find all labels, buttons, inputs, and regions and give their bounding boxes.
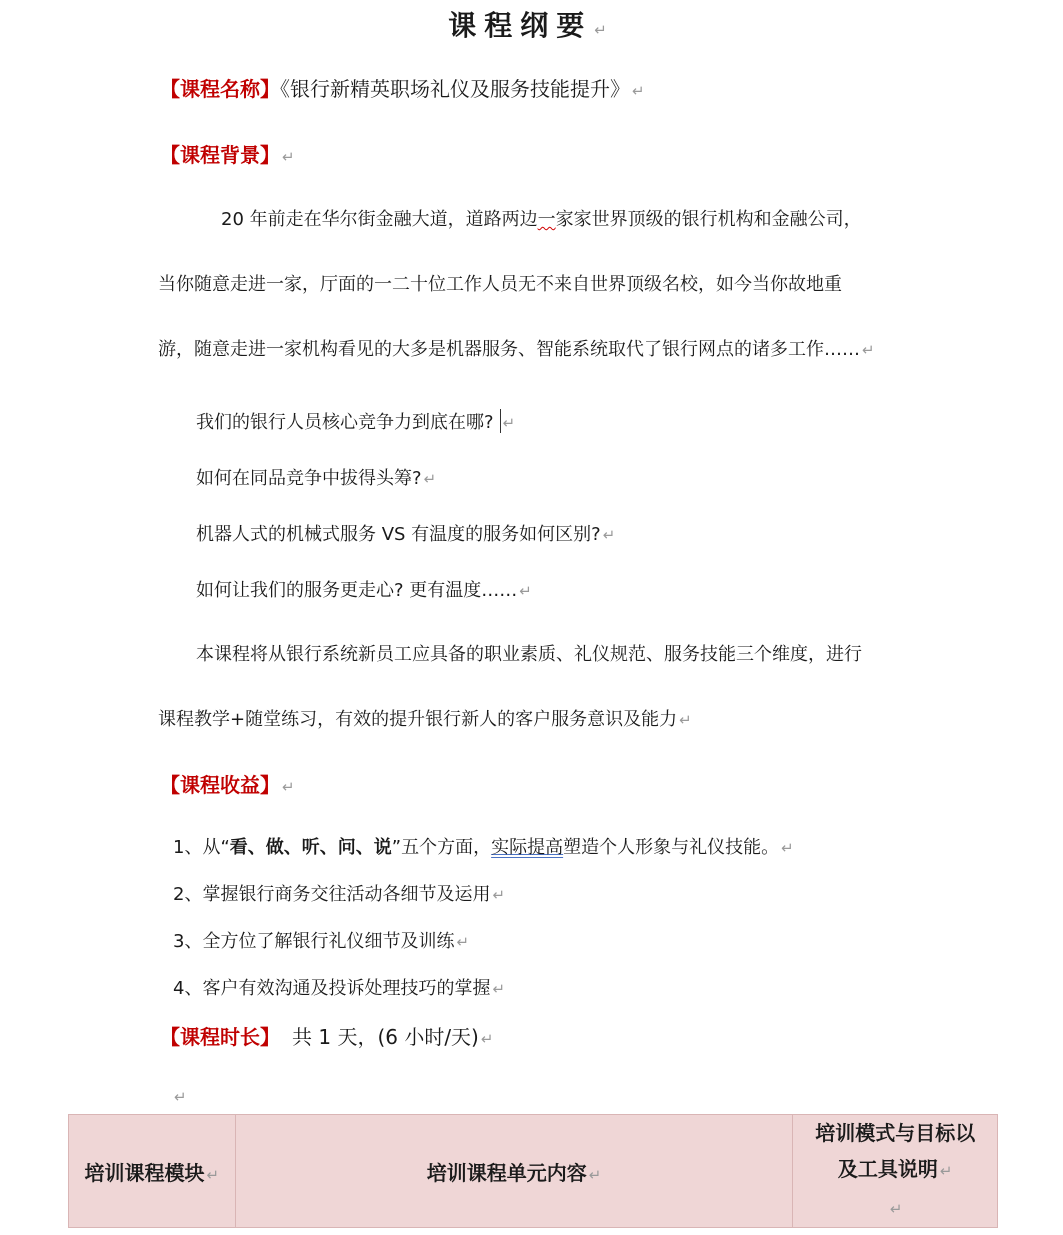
- course-name-line: [160, 73, 645, 102]
- background-para2-line2: [158, 705, 692, 731]
- background-para1-line3: [158, 335, 875, 361]
- course-name-heading: 【课程名称】: [160, 77, 280, 101]
- text-run: 20 年前走在华尔街金融大道，道路两边: [221, 209, 538, 230]
- paragraph-mark: ↵: [502, 414, 516, 432]
- syllabus-table: [68, 1114, 998, 1228]
- paragraph-mark: ↵: [679, 711, 692, 729]
- benefits-heading: 【课程收益】: [160, 773, 280, 797]
- background-para1-line1: [221, 205, 862, 231]
- paragraph-mark: ↵: [588, 1165, 602, 1184]
- background-heading-line: [160, 139, 295, 168]
- paragraph-mark: ↵: [174, 1088, 187, 1106]
- question-text: 我们的银行人员核心竞争力到底在哪?: [196, 412, 494, 433]
- paragraph-mark: ↵: [492, 980, 506, 998]
- text-run: ”: [391, 837, 402, 858]
- spellcheck-text-run: 一: [537, 209, 556, 230]
- benefit-item-4: [173, 974, 505, 1000]
- text-run: 家家世界顶级的银行机构和金融公司，: [555, 209, 862, 230]
- empty-paragraph: [172, 1087, 187, 1106]
- question-item: [196, 576, 532, 602]
- background-heading: 【课程背景】: [160, 143, 280, 167]
- grammar-underlined-text-run: 实际提高: [491, 837, 564, 858]
- question-item: [196, 464, 436, 490]
- paragraph-mark: ↵: [519, 582, 532, 600]
- benefit-item-2: [173, 880, 505, 906]
- paragraph-mark: ↵: [456, 933, 470, 951]
- text-run: “: [220, 837, 230, 858]
- benefits-heading-line: [160, 769, 295, 798]
- paragraph-mark: ↵: [282, 148, 295, 166]
- document-title: [0, 4, 1063, 44]
- question-item: [196, 520, 615, 546]
- text-cursor: [500, 409, 501, 433]
- course-name-value: 《银行新精英职场礼仪及服务技能提升》: [280, 77, 630, 101]
- paragraph-mark: ↵: [423, 470, 437, 488]
- title-text: 课程纲要: [448, 9, 593, 42]
- text-run: 课程教学+随堂练习，有效的提升银行新人的客户服务意识及能力: [158, 709, 678, 730]
- paragraph-mark: ↵: [480, 1030, 494, 1048]
- header-text: 培训课程单元内容: [426, 1160, 587, 1185]
- benefit-item-3: [173, 927, 469, 953]
- paragraph-mark: ↵: [889, 1200, 903, 1218]
- header-text-line: 及工具说明: [837, 1157, 938, 1181]
- benefit-item-1: [173, 833, 794, 859]
- paragraph-mark: ↵: [206, 1165, 220, 1184]
- header-mode-tools: [793, 1115, 998, 1228]
- benefit-text: 3、全方位了解银行礼仪细节及训练: [173, 931, 455, 952]
- question-text: 如何让我们的服务更走心? 更有温度……: [196, 580, 518, 601]
- benefit-text: 2、掌握银行商务交往活动各细节及运用: [173, 884, 491, 905]
- header-module: [69, 1115, 236, 1228]
- background-para1-line2: 当你随意走进一家，厅面的一二十位工作人员无不来自世界顶级名校，如今当你故地重: [158, 274, 842, 295]
- paragraph-mark: ↵: [862, 341, 875, 359]
- header-unit-content: [235, 1115, 793, 1228]
- bold-text-run: 看、做、听、问、说: [229, 837, 392, 858]
- paragraph-mark: ↵: [602, 526, 616, 544]
- paragraph-mark: ↵: [781, 839, 794, 857]
- paragraph-mark: ↵: [939, 1162, 953, 1180]
- duration-value: 共 1 天，(6 小时/天): [292, 1025, 479, 1049]
- question-text: 如何在同品竞争中拔得头筹?: [196, 468, 422, 489]
- question-text: 机器人式的机械式服务 VS 有温度的服务如何区别?: [196, 524, 601, 545]
- header-text: 培训课程模块: [84, 1160, 205, 1185]
- paragraph-mark: ↵: [492, 886, 506, 904]
- table-header-row: [69, 1115, 998, 1228]
- paragraph-mark: ↵: [632, 82, 645, 100]
- duration-heading: 【课程时长】: [160, 1025, 280, 1049]
- benefit-text: 4、客户有效沟通及投诉处理技巧的掌握: [173, 978, 491, 999]
- question-item: [196, 408, 515, 434]
- background-para2-line1: 本课程将从银行系统新员工应具备的职业素质、礼仪规范、服务技能三个维度，进行: [196, 644, 862, 665]
- text-run: 1、从: [173, 837, 221, 858]
- duration-line: [160, 1021, 493, 1050]
- paragraph-mark: ↵: [282, 778, 295, 796]
- paragraph-mark: ↵: [594, 21, 615, 39]
- text-run: 游，随意走进一家机构看见的大多是机器服务、智能系统取代了银行网点的诸多工作……: [158, 339, 860, 360]
- text-run: 五个方面，: [401, 837, 492, 858]
- text-run: 塑造个人形象与礼仪技能。: [563, 837, 780, 858]
- header-text-line: 培训模式与目标以: [815, 1121, 976, 1145]
